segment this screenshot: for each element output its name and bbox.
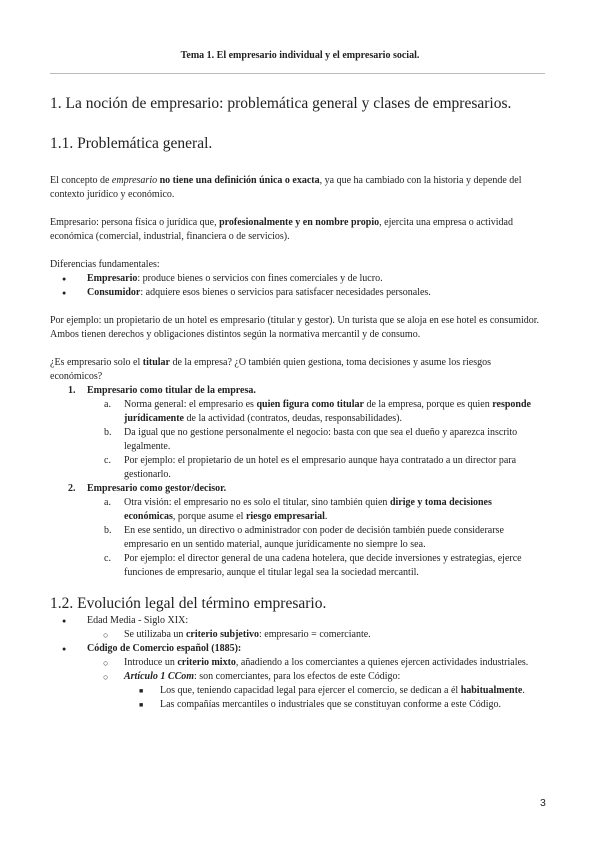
numbered-list bbox=[50, 384, 545, 580]
list-letter: a. bbox=[104, 497, 111, 508]
text: El concepto de bbox=[50, 175, 112, 186]
bold-text: responde jurídicamente bbox=[124, 399, 531, 424]
emphasis-text: empresario bbox=[111, 175, 158, 186]
bold-text: no tiene una definición única o exacta bbox=[159, 175, 320, 186]
paragraph-question bbox=[50, 356, 545, 384]
bold-italic-text: Artículo 1 CCom bbox=[124, 671, 195, 682]
page-number: 3 bbox=[540, 797, 546, 809]
text: Otra visión: el empresario no es solo el titular, sino también quien bbox=[124, 497, 390, 508]
sub-list-item bbox=[87, 552, 545, 580]
text: Norma general: el empresario es bbox=[124, 399, 257, 410]
list-letter: c. bbox=[104, 455, 111, 466]
text: : adquiere esos bienes o servicios para satisfacer necesidades personales. bbox=[140, 287, 431, 298]
text: Introduce un bbox=[124, 657, 178, 668]
sub-sub-list bbox=[124, 684, 545, 712]
sub-list-item bbox=[87, 426, 545, 454]
bold-text: riesgo empresarial bbox=[245, 511, 325, 522]
text: Da igual que no gestione personalmente el negocio: basta con que sea el dueño y aparezca inscrito legalmente. bbox=[124, 427, 518, 452]
paragraph-definition bbox=[50, 216, 545, 244]
paragraph-concept bbox=[50, 174, 545, 202]
list-letter: b. bbox=[104, 525, 112, 536]
bold-text: quien figura como titular bbox=[256, 399, 364, 410]
sub-list-item bbox=[87, 628, 545, 642]
text: Los que, teniendo capacidad legal para ejercer el comercio, se dedican a él bbox=[160, 685, 461, 696]
list-letter: c. bbox=[104, 553, 111, 564]
sub-list-item bbox=[87, 398, 545, 426]
evolution-list bbox=[50, 614, 545, 712]
header-divider bbox=[50, 73, 545, 74]
bold-text: Empresario bbox=[87, 273, 138, 284]
sub-list-item bbox=[87, 524, 545, 552]
heading-section-1-2: 1.2. Evolución legal del término empresario. bbox=[50, 595, 327, 612]
paragraph-example: Por ejemplo: un propietario de un hotel es empresario (titular y gestor). Un turista que se aloja en ese hotel es consumidor. Ambos tienen derechos y obligaciones distintos según la normativa mercantil y de consumo. bbox=[50, 315, 540, 340]
sub-list-item bbox=[87, 454, 545, 482]
sub-list-item bbox=[87, 670, 545, 712]
list-letter: b. bbox=[104, 427, 112, 438]
list-item bbox=[50, 272, 545, 286]
bold-text: habitualmente bbox=[460, 685, 523, 696]
list-item bbox=[50, 642, 545, 712]
list-letter: a. bbox=[104, 399, 111, 410]
sub-list bbox=[87, 398, 545, 482]
text: . bbox=[324, 511, 328, 522]
running-header: Tema 1. El empresario individual y el empresario social. bbox=[180, 50, 420, 61]
sub-list bbox=[87, 656, 545, 712]
differences-list bbox=[50, 272, 545, 300]
text: , porque asume el bbox=[172, 511, 246, 522]
text: de la empresa? ¿O también quien gestiona, toma decisiones y asume los riesgos económicos? bbox=[50, 357, 491, 382]
heading-section-1: 1. La noción de empresario: problemática general y clases de empresarios. bbox=[50, 95, 512, 112]
bold-text: criterio mixto bbox=[177, 657, 236, 668]
text: , añadiendo a los comerciantes a quienes ejercen actividades industriales. bbox=[235, 657, 529, 668]
text: , ya que ha cambiado con la historia y depende del contexto jurídico y económico. bbox=[50, 175, 522, 200]
text: : son comerciantes, para los efectos de este Código: bbox=[194, 671, 401, 682]
text: ¿Es empresario solo el bbox=[50, 357, 143, 368]
list-item bbox=[50, 482, 545, 580]
text: Por ejemplo: el propietario de un hotel es el empresario aunque haya contratado a un director para gestionarlo. bbox=[124, 455, 517, 480]
text: de la empresa, porque es quien bbox=[363, 399, 493, 410]
list-number: 2. bbox=[68, 483, 76, 494]
list-item-label: Código de Comercio español (1885): bbox=[87, 643, 242, 654]
list-item bbox=[50, 384, 545, 482]
heading-section-1-1: 1.1. Problemática general. bbox=[50, 135, 213, 152]
bold-text: Consumidor bbox=[87, 287, 141, 298]
list-number: 1. bbox=[68, 385, 76, 396]
text: de la actividad (contratos, deudas, responsabilidades). bbox=[184, 413, 402, 424]
text: : produce bienes o servicios con fines comerciales y de lucro. bbox=[137, 273, 383, 284]
bold-text: profesionalmente y en nombre propio bbox=[219, 217, 380, 228]
bold-text: titular bbox=[142, 357, 170, 368]
differences-title: Diferencias fundamentales: bbox=[50, 259, 160, 270]
sub-sub-list-item bbox=[124, 698, 545, 712]
text: , ejercita una empresa o actividad económica (comercial, industrial, financiera o de servicios). bbox=[50, 217, 513, 242]
text: En ese sentido, un directivo o administrador con poder de decisión también puede considerarse empresario en un sentido material, aunque jurídicamente no siempre lo sea. bbox=[124, 525, 504, 550]
list-item-label: Edad Media - Siglo XIX: bbox=[87, 615, 189, 626]
text: . bbox=[522, 685, 525, 696]
list-item-title: Empresario como gestor/decisor. bbox=[87, 483, 227, 494]
sub-list-item bbox=[87, 496, 545, 524]
text: Empresario: persona física o jurídica que, bbox=[50, 217, 220, 228]
bold-text: dirige y toma decisiones económicas bbox=[124, 497, 492, 522]
text: : empresario = comerciante. bbox=[258, 629, 371, 640]
text: Se utilizaba un bbox=[124, 629, 186, 640]
sub-list bbox=[87, 496, 545, 580]
text: Las compañías mercantiles o industriales que se constituyan conforme a este Código. bbox=[160, 699, 502, 710]
sub-sub-list-item bbox=[124, 684, 545, 698]
sub-list-item bbox=[87, 656, 545, 670]
text: Por ejemplo: el director general de una cadena hotelera, que decide inversiones y estrategias, ejerce funciones de empresario, aunque el titular legal sea la sociedad mercantil. bbox=[124, 553, 522, 578]
list-item bbox=[50, 286, 545, 300]
list-item bbox=[50, 614, 545, 642]
document-body bbox=[50, 94, 545, 712]
list-item-title: Empresario como titular de la empresa. bbox=[87, 385, 256, 396]
bold-text: criterio subjetivo bbox=[185, 629, 259, 640]
sub-list bbox=[87, 628, 545, 642]
